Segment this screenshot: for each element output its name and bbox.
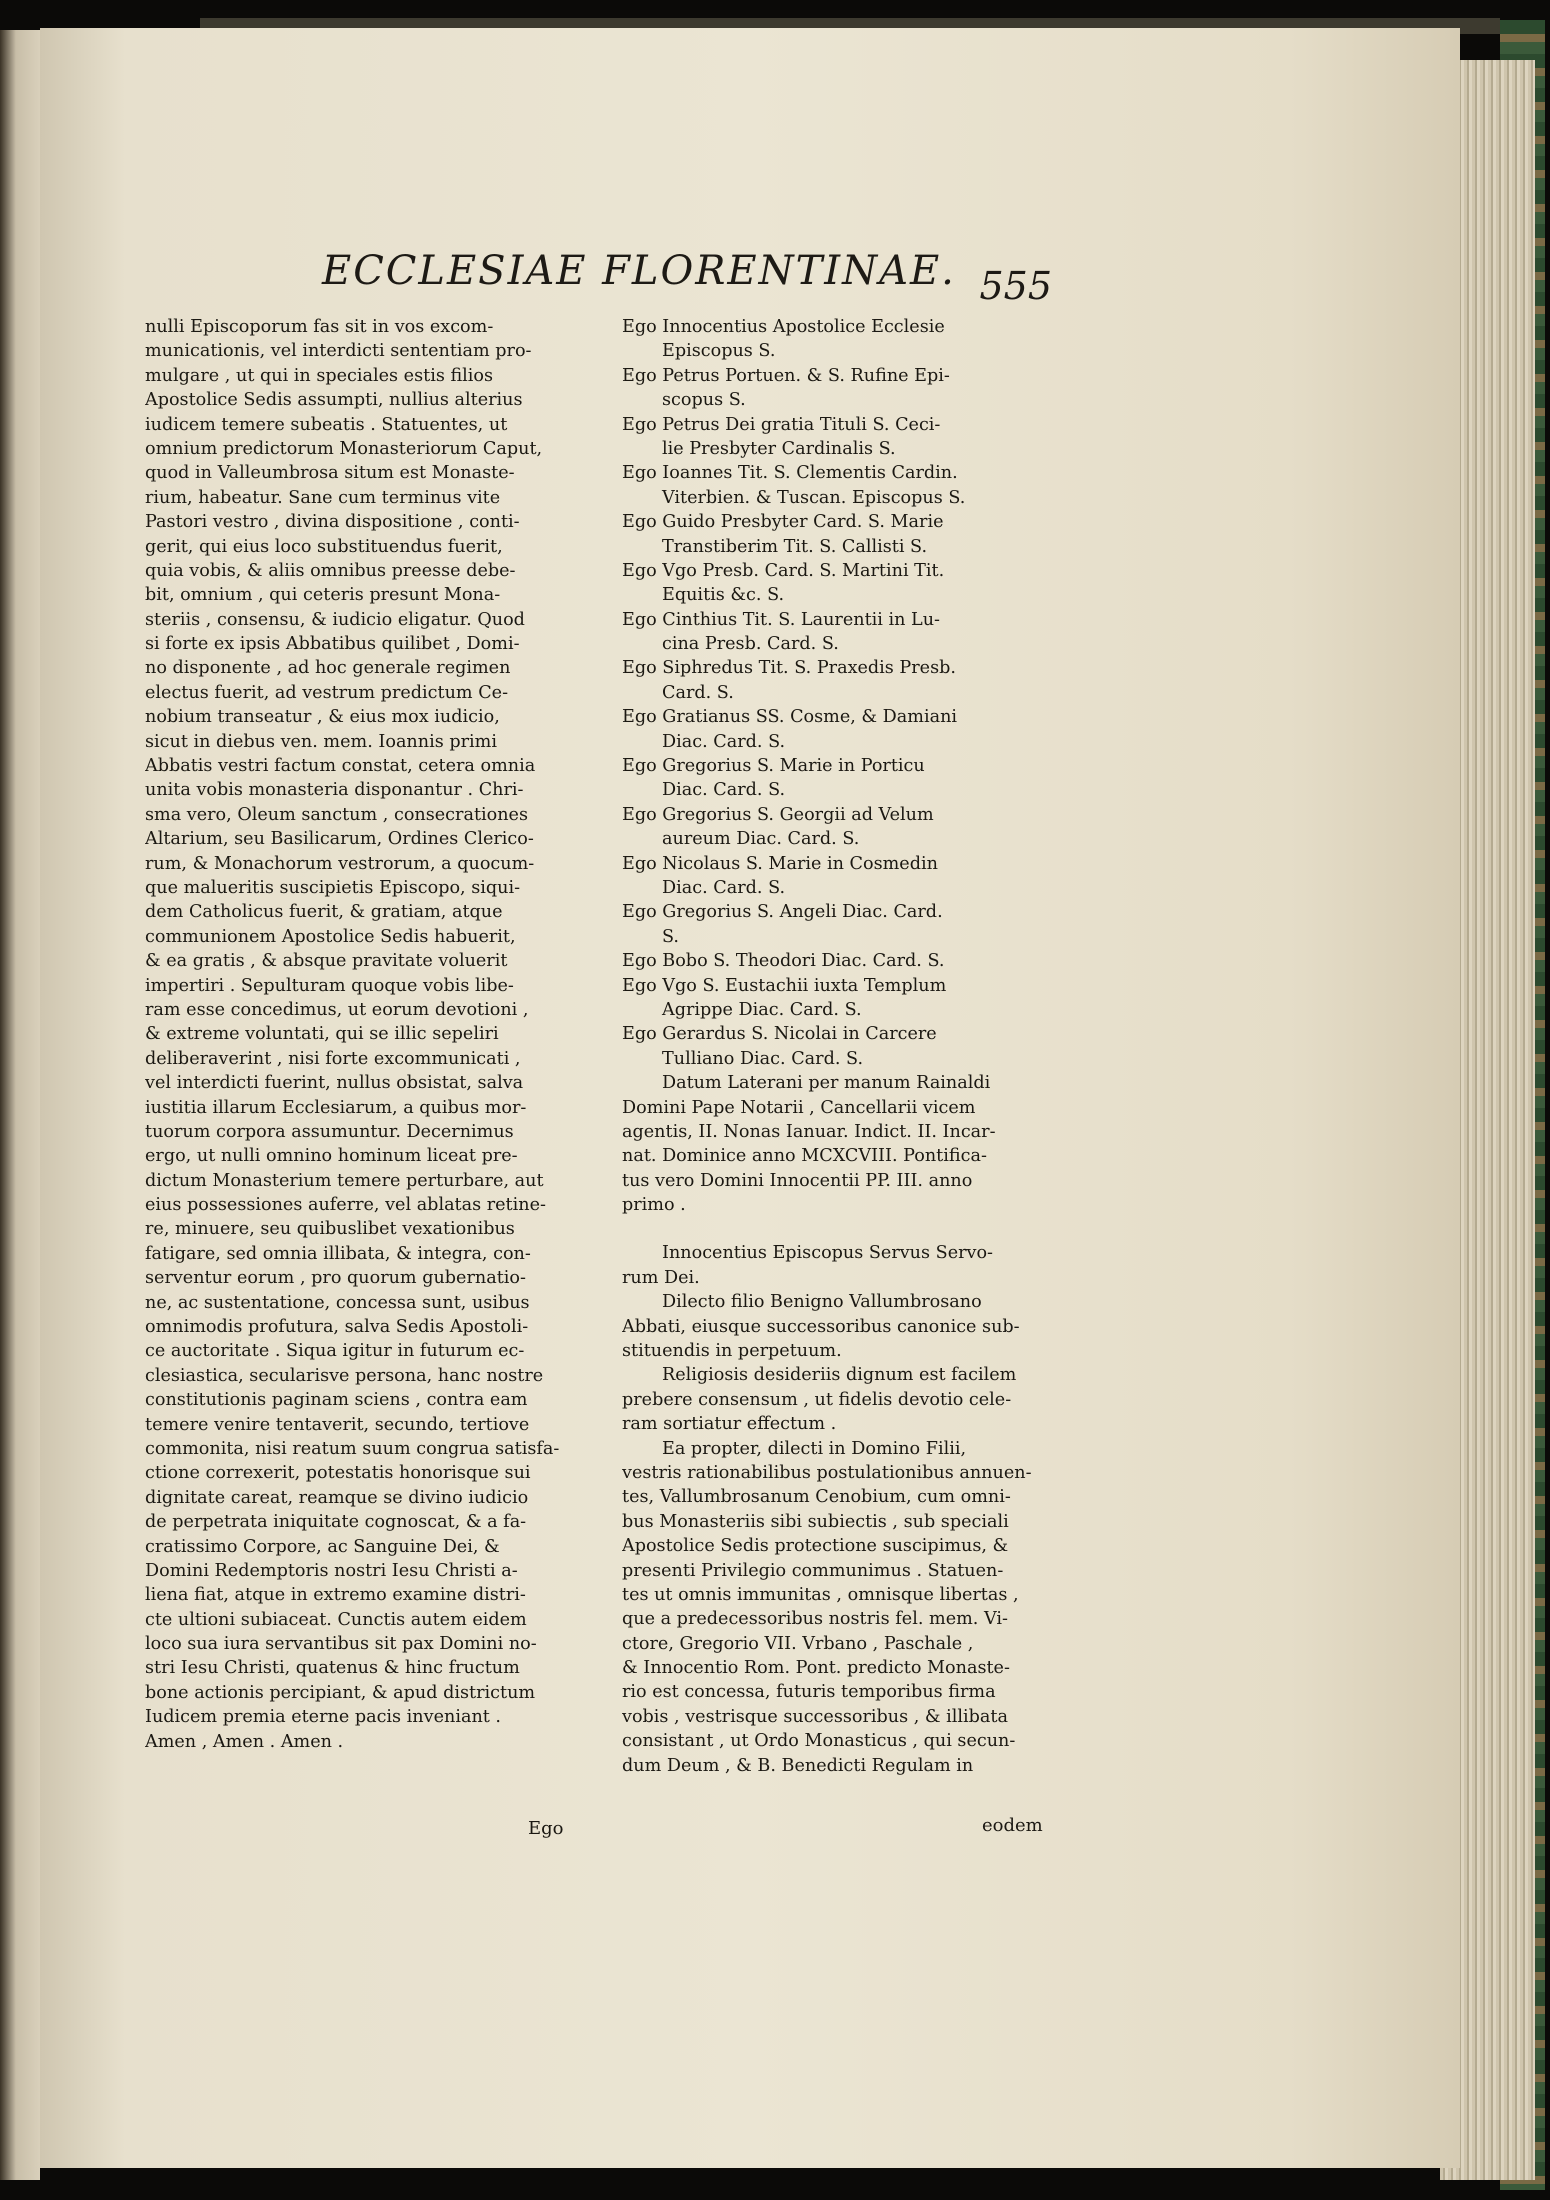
text-line: constitutionis paginam sciens , contra eam: [145, 1390, 528, 1411]
left-text-column: [145, 315, 590, 1754]
text-line: sicut in diebus ven. mem. Ioannis primi: [145, 731, 497, 752]
text-line: Dilecto filio Benigno Vallumbrosano: [662, 1292, 982, 1313]
text-line: vel interdicti fuerint, nullus obsistat, salva: [145, 1073, 524, 1094]
text-line: Transtiberim Tit. S. Callisti S.: [662, 536, 928, 557]
text-line: scopus S.: [662, 390, 746, 411]
text-line: tuorum corpora assumuntur. Decernimus: [145, 1121, 514, 1142]
text-line: bone actionis percipiant, & apud districtum: [145, 1682, 536, 1703]
text-line: tes ut omnis immunitas , omnisque libertas ,: [622, 1584, 1019, 1605]
text-line: temere venire tentaverit, secundo, tertiove: [145, 1414, 530, 1435]
text-line: quod in Valleumbrosa situm est Monaste-: [145, 463, 515, 484]
text-line: mulgare , ut qui in speciales estis filios: [145, 365, 494, 386]
adjacent-page-edge: [0, 30, 40, 2180]
text-line: consistant , ut Ordo Monasticus , qui secun-: [622, 1731, 1016, 1752]
text-line: Ego Vgo S. Eustachii iuxta Templum: [622, 975, 947, 996]
text-line: Innocentius Episcopus Servus Servo-: [662, 1243, 993, 1264]
text-line: no disponente , ad hoc generale regimen: [145, 658, 511, 679]
text-line: rio est concessa, futuris temporibus firma: [622, 1682, 996, 1703]
left-catchword: Ego: [528, 1818, 564, 1839]
text-line: Ego Gregorius S. Georgii ad Velum: [622, 804, 934, 825]
text-line: rum, & Monachorum vestrorum, a quocum-: [145, 853, 535, 874]
text-line: Tulliano Diac. Card. S.: [662, 1048, 864, 1069]
text-line: Datum Laterani per manum Rainaldi: [662, 1073, 991, 1094]
text-line: stituendis in perpetuum.: [622, 1341, 842, 1362]
text-line: agentis, II. Nonas Ianuar. Indict. II. Incar-: [622, 1121, 996, 1142]
text-line: rum Dei.: [622, 1267, 700, 1288]
text-line: eius possessiones auferre, vel ablatas retine-: [145, 1195, 546, 1216]
text-line: Altarium, seu Basilicarum, Ordines Clerico-: [145, 829, 534, 850]
text-line: Apostolice Sedis protectione suscipimus, &: [622, 1536, 1009, 1557]
text-line: deliberaverint , nisi forte excommunicati ,: [145, 1048, 521, 1069]
text-line: nobium transeatur , & eius mox iudicio,: [145, 707, 500, 728]
text-line: re, minuere, seu quibuslibet vexationibus: [145, 1219, 515, 1240]
text-line: gerit, qui eius loco substituendus fuerit,: [145, 536, 503, 557]
text-line: ram esse concedimus, ut eorum devotioni ,: [145, 999, 529, 1020]
text-line: electus fuerit, ad vestrum predictum Ce-: [145, 682, 509, 703]
text-line: ctione correxerit, potestatis honorisque sui: [145, 1463, 531, 1484]
text-line: ram sortiatur effectum .: [622, 1414, 837, 1435]
text-line: Ego Guido Presbyter Card. S. Marie: [622, 512, 944, 533]
right-text-column: [622, 315, 1062, 1778]
text-line: omnium predictorum Monasteriorum Caput,: [145, 438, 543, 459]
text-line: Equitis &c. S.: [662, 585, 785, 606]
text-line: iudicem temere subeatis . Statuentes, ut: [145, 414, 508, 435]
text-line: Ego Bobo S. Theodori Diac. Card. S.: [622, 951, 945, 972]
text-line: Ego Siphredus Tit. S. Praxedis Presb.: [622, 658, 956, 679]
text-line: Diac. Card. S.: [662, 780, 786, 801]
text-line: ctore, Gregorio VII. Vrbano , Paschale ,: [622, 1633, 974, 1654]
text-line: Iudicem premia eterne pacis inveniant .: [145, 1707, 502, 1728]
text-line: Ego Vgo Presb. Card. S. Martini Tit.: [622, 560, 945, 581]
text-line: Diac. Card. S.: [662, 877, 786, 898]
text-line: & ea gratis , & absque pravitate voluerit: [145, 951, 508, 972]
text-line: Ego Gregorius S. Marie in Porticu: [622, 756, 925, 777]
text-line: bit, omnium , qui ceteris presunt Mona-: [145, 585, 501, 606]
text-line: cte ultioni subiaceat. Cunctis autem eidem: [145, 1609, 527, 1630]
text-line: quia vobis, & aliis omnibus preesse debe-: [145, 560, 516, 581]
text-line: commonita, nisi reatum suum congrua satisfa-: [145, 1438, 560, 1459]
text-line: loco sua iura servantibus sit pax Domini no-: [145, 1634, 537, 1655]
text-line: Ego Nicolaus S. Marie in Cosmedin: [622, 853, 938, 874]
text-line: que malueritis suscipietis Episcopo, siqui-: [145, 877, 521, 898]
text-line: dem Catholicus fuerit, & gratiam, atque: [145, 902, 503, 923]
text-line: Pastori vestro , divina dispositione , conti-: [145, 512, 520, 533]
text-line: serventur eorum , pro quorum gubernatio-: [145, 1268, 526, 1289]
text-line: Diac. Card. S.: [662, 731, 786, 752]
text-line: stri Iesu Christi, quatenus & hinc fructum: [145, 1658, 520, 1679]
right-catchword: eodem: [982, 1815, 1043, 1836]
text-line: Ego Gregorius S. Angeli Diac. Card.: [622, 902, 943, 923]
page-number: 555: [979, 264, 1052, 308]
running-title: ECCLESIAE FLORENTINAE.: [322, 248, 956, 294]
text-line: nulli Episcoporum fas sit in vos excom-: [145, 317, 494, 337]
text-line: ce auctoritate . Siqua igitur in futurum ec-: [145, 1341, 525, 1362]
page-header: [322, 240, 1052, 310]
text-line: Ego Petrus Portuen. & S. Rufine Epi-: [622, 365, 950, 386]
text-line: S.: [662, 926, 680, 947]
text-line: fatigare, sed omnia illibata, & integra, con-: [145, 1243, 531, 1264]
text-line: Ea propter, dilecti in Domino Filii,: [662, 1438, 967, 1459]
text-line: Apostolice Sedis assumpti, nullius alterius: [145, 390, 523, 411]
text-line: impertiri . Sepulturam quoque vobis libe-: [145, 975, 514, 996]
text-line: Amen , Amen . Amen .: [145, 1731, 344, 1752]
text-line: ne, ac sustentatione, concessa sunt, usibus: [145, 1292, 530, 1313]
text-line: primo .: [622, 1195, 686, 1216]
text-line: Ego Ioannes Tit. S. Clementis Cardin.: [622, 463, 958, 484]
text-line: lie Presbyter Cardinalis S.: [662, 438, 896, 459]
text-line: aureum Diac. Card. S.: [662, 829, 860, 850]
text-line: ergo, ut nulli omnino hominum liceat pre-: [145, 1146, 518, 1167]
text-line: Domini Pape Notarii , Cancellarii vicem: [622, 1097, 976, 1118]
text-line: de perpetrata iniquitate cognoscat, & a fa-: [145, 1512, 527, 1533]
text-line: vestris rationabilibus postulationibus annuen-: [622, 1462, 1032, 1483]
text-line: steriis , consensu, & iudicio eligatur. Quod: [145, 609, 525, 630]
text-line: dignitate careat, reamque se divino iudicio: [145, 1487, 529, 1508]
text-line: clesiastica, secularisve persona, hanc nostre: [145, 1365, 544, 1386]
text-line: Viterbien. & Tuscan. Episcopus S.: [662, 487, 966, 508]
text-line: cina Presb. Card. S.: [662, 634, 839, 655]
text-line: Episcopus S.: [662, 341, 776, 362]
text-line: liena fiat, atque in extremo examine distri-: [145, 1585, 526, 1606]
text-line: que a predecessoribus nostris fel. mem. Vi-: [622, 1609, 1008, 1630]
text-line: omnimodis profutura, salva Sedis Apostoli-: [145, 1317, 529, 1338]
text-line: nat. Dominice anno MCXCVIII. Pontifica-: [622, 1146, 987, 1167]
text-line: cratissimo Corpore, ac Sanguine Dei, &: [145, 1536, 500, 1557]
text-line: Domini Redemptoris nostri Iesu Christi a-: [145, 1560, 518, 1581]
text-line: & extreme voluntati, qui se illic sepeliri: [145, 1024, 499, 1045]
text-line: Religiosis desideriis dignum est facilem: [662, 1365, 1017, 1386]
text-line: presenti Privilegio communimus . Statuen-: [622, 1560, 1004, 1581]
text-line: Ego Cinthius Tit. S. Laurentii in Lu-: [622, 609, 941, 630]
text-line: iustitia illarum Ecclesiarum, a quibus mor-: [145, 1097, 527, 1118]
text-line: Agrippe Diac. Card. S.: [662, 999, 862, 1020]
text-line: Abbatis vestri factum constat, cetera omnia: [145, 756, 536, 777]
text-line: municationis, vel interdicti sententiam pro-: [145, 341, 532, 362]
text-line: unita vobis monasteria disponantur . Chri-: [145, 780, 524, 801]
text-line: & Innocentio Rom. Pont. predicto Monaste-: [622, 1658, 1010, 1679]
text-line: Abbati, eiusque successoribus canonice sub-: [622, 1316, 1020, 1337]
text-line: Ego Petrus Dei gratia Tituli S. Ceci-: [622, 414, 941, 435]
text-line: Card. S.: [662, 682, 734, 703]
text-line: sma vero, Oleum sanctum , consecrationes: [145, 804, 528, 825]
text-line: Ego Innocentius Apostolice Ecclesie: [622, 317, 945, 337]
text-line: Ego Gerardus S. Nicolai in Carcere: [622, 1024, 937, 1045]
text-line: Ego Gratianus SS. Cosme, & Damiani: [622, 707, 958, 728]
text-line: dum Deum , & B. Benedicti Regulam in: [622, 1755, 974, 1776]
text-line: si forte ex ipsis Abbatibus quilibet , Domi-: [145, 634, 520, 655]
text-line: rium, habeatur. Sane cum terminus vite: [145, 487, 501, 508]
text-line: communionem Apostolice Sedis habuerit,: [145, 926, 516, 947]
text-line: vobis , vestrisque successoribus , & illibata: [622, 1706, 1008, 1727]
text-line: tes, Vallumbrosanum Cenobium, cum omni-: [622, 1487, 1011, 1508]
text-line: bus Monasteriis sibi subiectis , sub speciali: [622, 1511, 1009, 1532]
text-line: prebere consensum , ut fidelis devotio cele-: [622, 1389, 1012, 1410]
text-line: tus vero Domini Innocentii PP. III. anno: [622, 1170, 973, 1191]
text-line: dictum Monasterium temere perturbare, aut: [145, 1170, 544, 1191]
